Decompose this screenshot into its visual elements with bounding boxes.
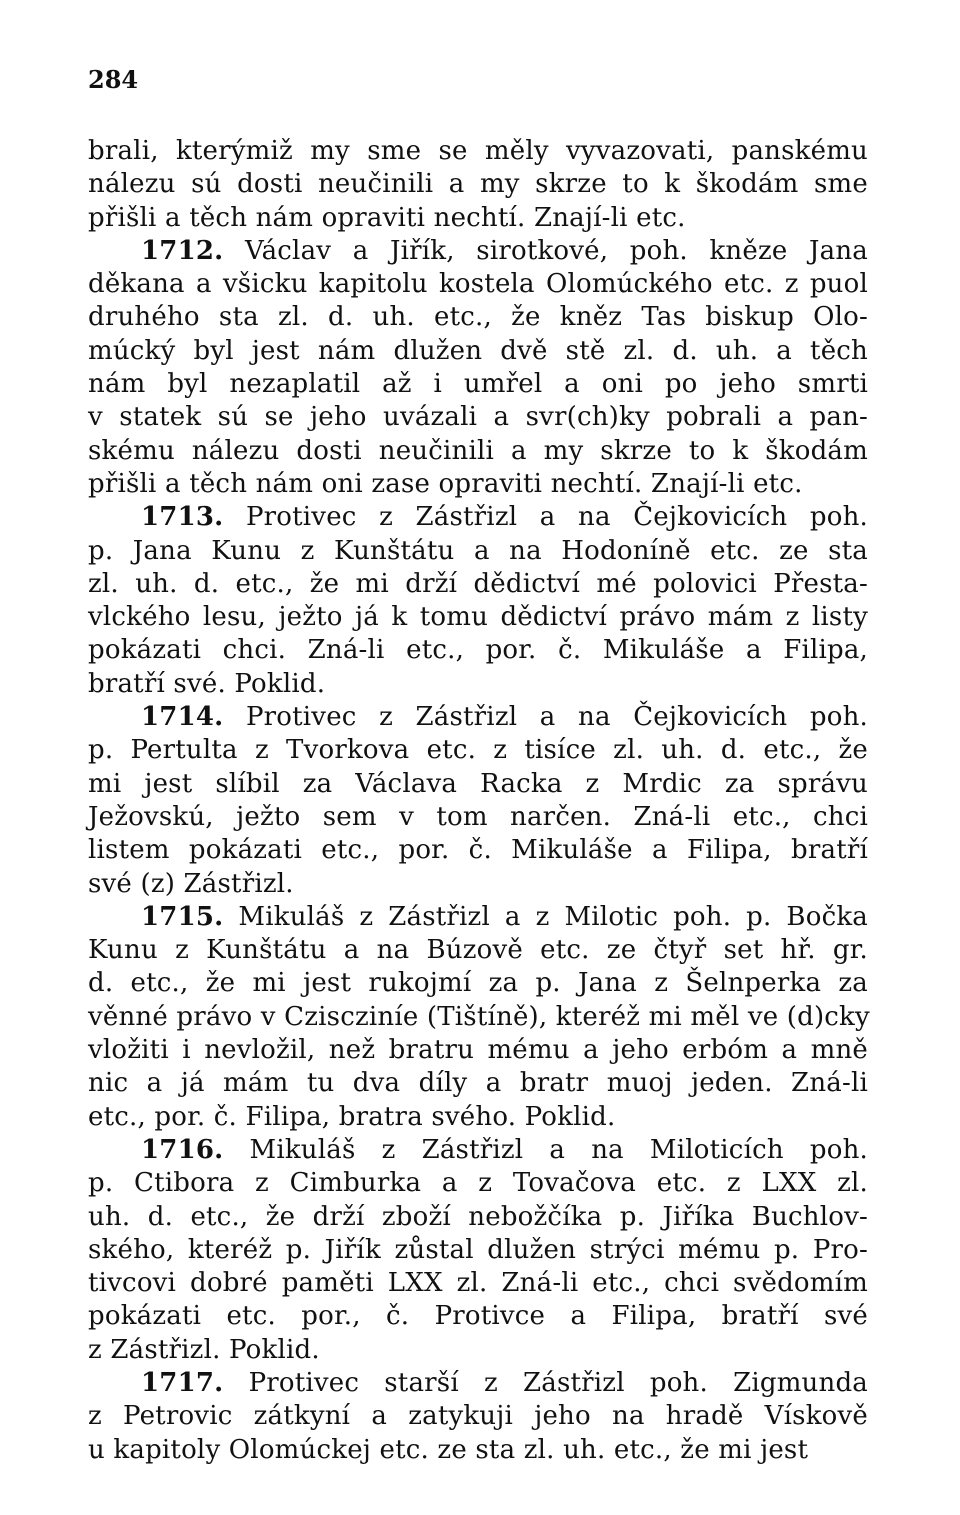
text-line bbox=[88, 734, 868, 767]
line-text: u kapitoly Olomúckej etc. ze sta zl. uh. etc., že mi jest bbox=[88, 1434, 809, 1465]
line-text: p. Jana Kunu z Kunštátu a na Hodoníně etc. ze sta bbox=[88, 535, 868, 566]
line-text: tivcovi dobré paměti LXX zl. Zná-li etc., chci svědomím bbox=[88, 1268, 868, 1299]
entry-number: 1714. bbox=[141, 702, 224, 733]
text-line bbox=[88, 901, 868, 934]
text-line bbox=[88, 268, 868, 301]
line-text: bratří své. Poklid. bbox=[88, 668, 326, 699]
text-line bbox=[88, 235, 868, 268]
text-line bbox=[88, 601, 868, 634]
text-line bbox=[88, 368, 868, 401]
entry-number: 1717. bbox=[141, 1367, 224, 1398]
line-text: listem pokázati etc., por. č. Mikuláše a Filipa, bratří bbox=[88, 835, 868, 866]
text-line bbox=[88, 435, 868, 468]
text-line bbox=[88, 468, 868, 501]
line-text: nálezu sú dosti neučinili a my skrze to k škodám sme bbox=[88, 169, 868, 200]
page-number: 284 bbox=[88, 65, 139, 94]
text-line bbox=[88, 1067, 868, 1100]
text-line bbox=[88, 335, 868, 368]
line-text: Protivec starší z Zástřizl poh. Zigmunda bbox=[248, 1367, 868, 1398]
text-line bbox=[88, 1400, 868, 1433]
text-line bbox=[88, 1034, 868, 1067]
line-text: etc., por. č. Filipa, bratra svého. Poklid. bbox=[88, 1101, 616, 1132]
line-text: mi jest slíbil za Václava Racka z Mrdic za správu bbox=[88, 768, 868, 799]
line-text: nám byl nezaplatil až i umřel a oni po jeho smrti bbox=[88, 369, 868, 400]
text-line bbox=[88, 1367, 868, 1400]
text-line bbox=[88, 868, 868, 901]
line-text: vlckého lesu, ježto já k tomu dědictví právo mám z listy bbox=[88, 602, 868, 633]
text-line bbox=[88, 301, 868, 334]
text-line bbox=[88, 568, 868, 601]
line-text: v statek sú se jeho uvázali a svr(ch)ky pobrali a pan- bbox=[88, 402, 868, 433]
line-text: p. Pertulta z Tvorkova etc. z tisíce zl. uh. d. etc., že bbox=[88, 735, 868, 766]
text-line bbox=[88, 1134, 868, 1167]
text-line bbox=[88, 168, 868, 201]
line-text: přišli a těch nám oni zase opraviti nechtí. Znají-li etc. bbox=[88, 468, 803, 499]
page-text bbox=[88, 135, 868, 1467]
text-line bbox=[88, 202, 868, 235]
text-line bbox=[88, 1201, 868, 1234]
text-line bbox=[88, 501, 868, 534]
line-text: zl. uh. d. etc., že mi drží dědictví mé polovici Přesta- bbox=[88, 568, 868, 599]
text-line bbox=[88, 934, 868, 967]
entry-number: 1716. bbox=[141, 1134, 224, 1165]
book-page bbox=[88, 0, 868, 1515]
text-line bbox=[88, 834, 868, 867]
line-text: vložiti i nevložil, než bratru mému a jeho erbóm a mně bbox=[88, 1035, 868, 1066]
line-text: své (z) Zástřizl. bbox=[88, 868, 294, 899]
line-text: Kunu z Kunštátu a na Búzově etc. ze čtyř set hř. gr. bbox=[88, 935, 868, 966]
text-line bbox=[88, 1001, 868, 1034]
line-text: Protivec z Zástřizl a na Čejkovicích poh. bbox=[245, 502, 868, 533]
text-line bbox=[88, 768, 868, 801]
line-text: skému nálezu dosti neučinili a my skrze to k škodám bbox=[88, 435, 868, 466]
entry-number: 1712. bbox=[141, 235, 224, 266]
text-line bbox=[88, 967, 868, 1000]
line-text: Ježovskú, ježto sem v tom narčen. Zná-li etc., chci bbox=[88, 801, 868, 832]
text-line bbox=[88, 1234, 868, 1267]
text-line bbox=[88, 668, 868, 701]
line-text: p. Ctibora z Cimburka a z Tovačova etc. z LXX zl. bbox=[88, 1168, 868, 1199]
line-text: Protivec z Zástřizl a na Čejkovicích poh. bbox=[245, 702, 868, 733]
line-text: nic a já mám tu dva díly a bratr muoj jeden. Zná-li bbox=[88, 1068, 868, 1099]
line-text: d. etc., že mi jest rukojmí za p. Jana z Šelnperka za bbox=[88, 968, 868, 999]
line-text: pokázati chci. Zná-li etc., por. č. Mikuláše a Filipa, bbox=[88, 635, 868, 666]
line-text: Mikuláš z Zástřizl a z Milotic poh. p. Bočka bbox=[238, 901, 868, 932]
text-line bbox=[88, 535, 868, 568]
text-line bbox=[88, 1300, 868, 1333]
text-line bbox=[88, 401, 868, 434]
line-text: z Zástřizl. Poklid. bbox=[88, 1334, 320, 1365]
text-line bbox=[88, 135, 868, 168]
text-line bbox=[88, 1267, 868, 1300]
line-text: děkana a všicku kapitolu kostela Olomúckého etc. z puol bbox=[88, 269, 868, 300]
entry-number: 1713. bbox=[141, 502, 224, 533]
line-text: brali, kterýmiž my sme se měly vyvazovati, panskému bbox=[88, 136, 868, 166]
entry-number: 1715. bbox=[141, 901, 224, 932]
text-line bbox=[88, 701, 868, 734]
text-line bbox=[88, 1334, 868, 1367]
text-line bbox=[88, 801, 868, 834]
line-text: pokázati etc. por., č. Protivce a Filipa, bratří své bbox=[88, 1301, 868, 1332]
text-line bbox=[88, 1167, 868, 1200]
line-text: múcký byl jest nám dlužen dvě stě zl. d. uh. a těch bbox=[88, 335, 868, 366]
text-line bbox=[88, 634, 868, 667]
line-text: ského, kteréž p. Jiřík zůstal dlužen strýci mému p. Pro- bbox=[88, 1234, 868, 1265]
line-text: přišli a těch nám opraviti nechtí. Znají-li etc. bbox=[88, 202, 686, 233]
line-text: Václav a Jiřík, sirotkové, poh. kněze Jana bbox=[245, 235, 868, 266]
line-text: z Petrovic zátkyní a zatykuji jeho na hradě Vískově bbox=[88, 1401, 868, 1432]
line-text: druhého sta zl. d. uh. etc., že kněz Tas biskup Olo- bbox=[88, 302, 868, 333]
text-line bbox=[88, 1434, 868, 1467]
line-text: uh. d. etc., že drží zboží nebožčíka p. Jiříka Buchlov- bbox=[88, 1201, 868, 1232]
line-text: věnné právo v Cziscziníe (Tištíně), kteréž mi měl ve (d)cky bbox=[88, 1001, 870, 1032]
text-line bbox=[88, 1101, 868, 1134]
line-text: Mikuláš z Zástřizl a na Miloticích poh. bbox=[249, 1134, 868, 1165]
